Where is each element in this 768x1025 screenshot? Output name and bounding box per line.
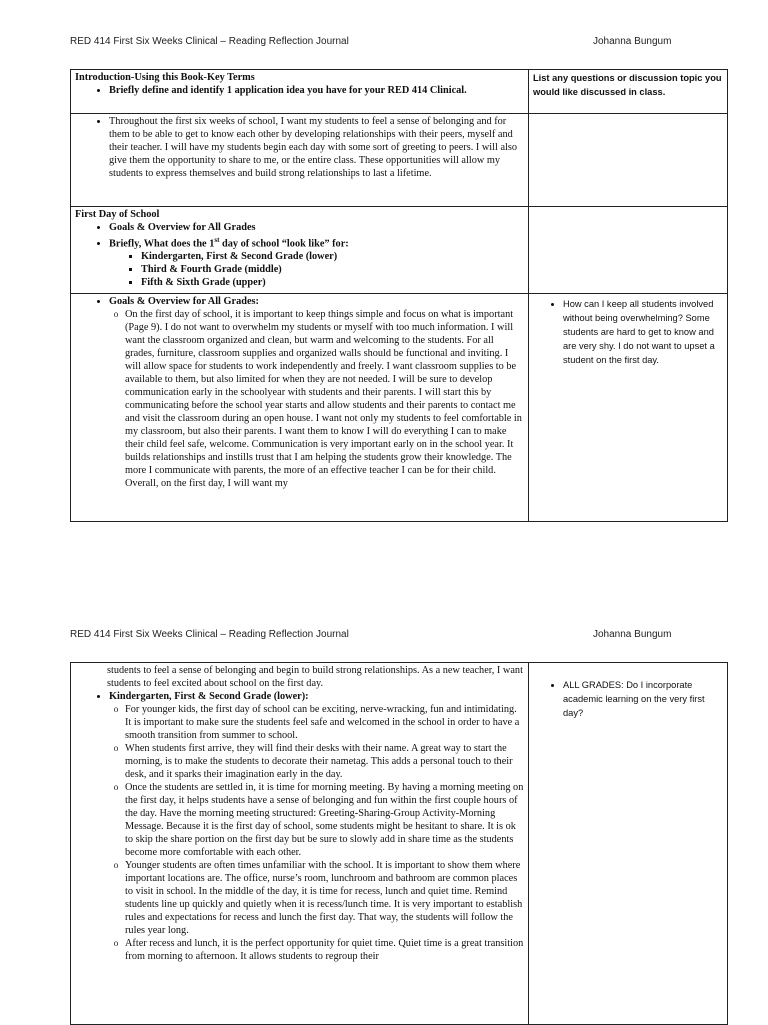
k2-item: o For younger kids, the first day of school can be exciting, nerve-wracking, fun and intimidating. It is important to make sure the students feel safe and welcomed in the school in order to have a smooth transition from summer to school. <box>125 703 524 742</box>
goals-label: • Goals & Overview for All Grades: <box>109 295 524 308</box>
table-row <box>71 294 728 522</box>
table-row <box>71 114 728 207</box>
table-row <box>71 207 728 294</box>
k2-item: o When students first arrive, they will find their desks with their name. A great way to start the morning, is to make the students to decorate their nametag. This adds a personal touch to their desk, and it sparks their imagination early in the day. <box>125 742 524 781</box>
intro-bullet: • Briefly define and identify 1 application idea you have for your RED 414 Clinical. <box>109 84 524 97</box>
intro-heading: Introduction-Using this Book-Key Terms <box>75 72 255 83</box>
continued-text: students to feel a sense of belonging and begin to build strong relationships. As a new teacher, I want students to feel excited about school on the first day. <box>107 665 523 689</box>
intro-answer-cell <box>71 114 529 207</box>
intro-heading-cell <box>71 70 529 114</box>
question-2: • ALL GRADES: Do I incorporate academic learning on the very first day? <box>563 678 723 720</box>
questions-cell-empty <box>529 114 728 207</box>
table-row <box>71 70 728 114</box>
table-row <box>71 663 728 1025</box>
first-day-goals: • Goals & Overview for All Grades <box>109 221 524 234</box>
grade-middle: ▪ Third & Fourth Grade (middle) <box>141 263 524 276</box>
continued-cell <box>71 663 529 1025</box>
journal-title: RED 414 First Six Weeks Clinical – Reading Reflection Journal <box>70 36 349 47</box>
k2-item: o Once the students are settled in, it is time for morning meeting. By having a morning meeting on the first day, it helps students have a sense of belonging and fun within the first couple hours of the day. Have the morning meeting structured: Greeting-Sharing-Group Activity-Morning Message. Because it is the first day of school, some students might be hesitant to share. It is ok to skip the share portion on the first day but be sure to slowly add in share time as the students become more comfortable with each other. <box>125 781 524 859</box>
journal-table-page-2 <box>70 662 728 1025</box>
author-name: Johanna Bungum <box>593 629 672 640</box>
first-day-look-like: • Briefly, What does the 1st day of school “look like” for: <box>109 234 524 250</box>
journal-table-page-1 <box>70 69 728 522</box>
questions-cell-empty <box>529 207 728 294</box>
question-cell <box>529 663 728 1025</box>
k2-label: • Kindergarten, First & Second Grade (lower): <box>109 690 524 703</box>
question-cell <box>529 294 728 522</box>
author-name: Johanna Bungum <box>593 36 672 47</box>
grade-lower: ▪ Kindergarten, First & Second Grade (lower) <box>141 250 524 263</box>
goals-cell <box>71 294 529 522</box>
intro-answer: • Throughout the first six weeks of school, I want my students to feel a sense of belonging and for them to be able to get to know each other by developing relationships with their peers, myself and their teacher. I will have my students begin each day with some sort of greeting to peers. I will also give them the opportunity to share to me, or the entire class. These opportunities will allow my students to express themselves and build strong relationships to last a lifetime. <box>109 115 524 180</box>
page-header <box>70 36 710 52</box>
k2-item: o After recess and lunch, it is the perfect opportunity for quiet time. Quiet time is a great transition from morning to afternoon. It allows students to regroup their <box>125 937 524 963</box>
journal-title: RED 414 First Six Weeks Clinical – Reading Reflection Journal <box>70 629 349 640</box>
goals-text: o On the first day of school, it is important to keep things simple and focus on what is important (Page 9). I do not want to overwhelm my students or myself with too much information. I will want the classroom organized and clean, but warm and welcoming to the students. For all grades, furniture, classroom supplies and organized walls should be functional and inviting. I will allow space for students to work independently and freely. I want classroom supplies to be available to them, but also limited for when they are not needed. I will be sure to develop communication early in the schoolyear with students and their parents. I will start this by communicating before the school year starts and allow students and their parents to contact me and visit the classroom during an open house. I want not only my students to feel comfortable in my classroom, but also their parents. I want them to know I will do everything I can to make their child feel safe, welcome. Communication is very important early on in the school year. It builds relationships and instills trust that I am helping the students grow their knowledge. The more I communicate with parents, the more of an effective teacher I can be for their child. Overall, on the first day, I will want my <box>125 308 524 490</box>
page-header <box>70 629 710 645</box>
question-1: • How can I keep all students involved without being overwhelming? Some students are hard to get to know and are very shy. I do not want to upset a student on the first day. <box>563 297 723 367</box>
grade-upper: ▪ Fifth & Sixth Grade (upper) <box>141 276 524 289</box>
first-day-cell <box>71 207 529 294</box>
first-day-heading: First Day of School <box>75 209 160 220</box>
questions-heading: List any questions or discussion topic you would like discussed in class. <box>529 70 728 114</box>
k2-item: o Younger students are often times unfamiliar with the school. It is important to show them where important locations are. The office, nurse’s room, lunchroom and bathroom are common places to visit in school. In the middle of the day, it is time for recess, lunch and quiet time. Remind students line up quickly and quietly when it is recess/lunch time. It is very important to establish rules and expectations for recess and lunch the first day. That way, the students will follow the rules year long. <box>125 859 524 937</box>
